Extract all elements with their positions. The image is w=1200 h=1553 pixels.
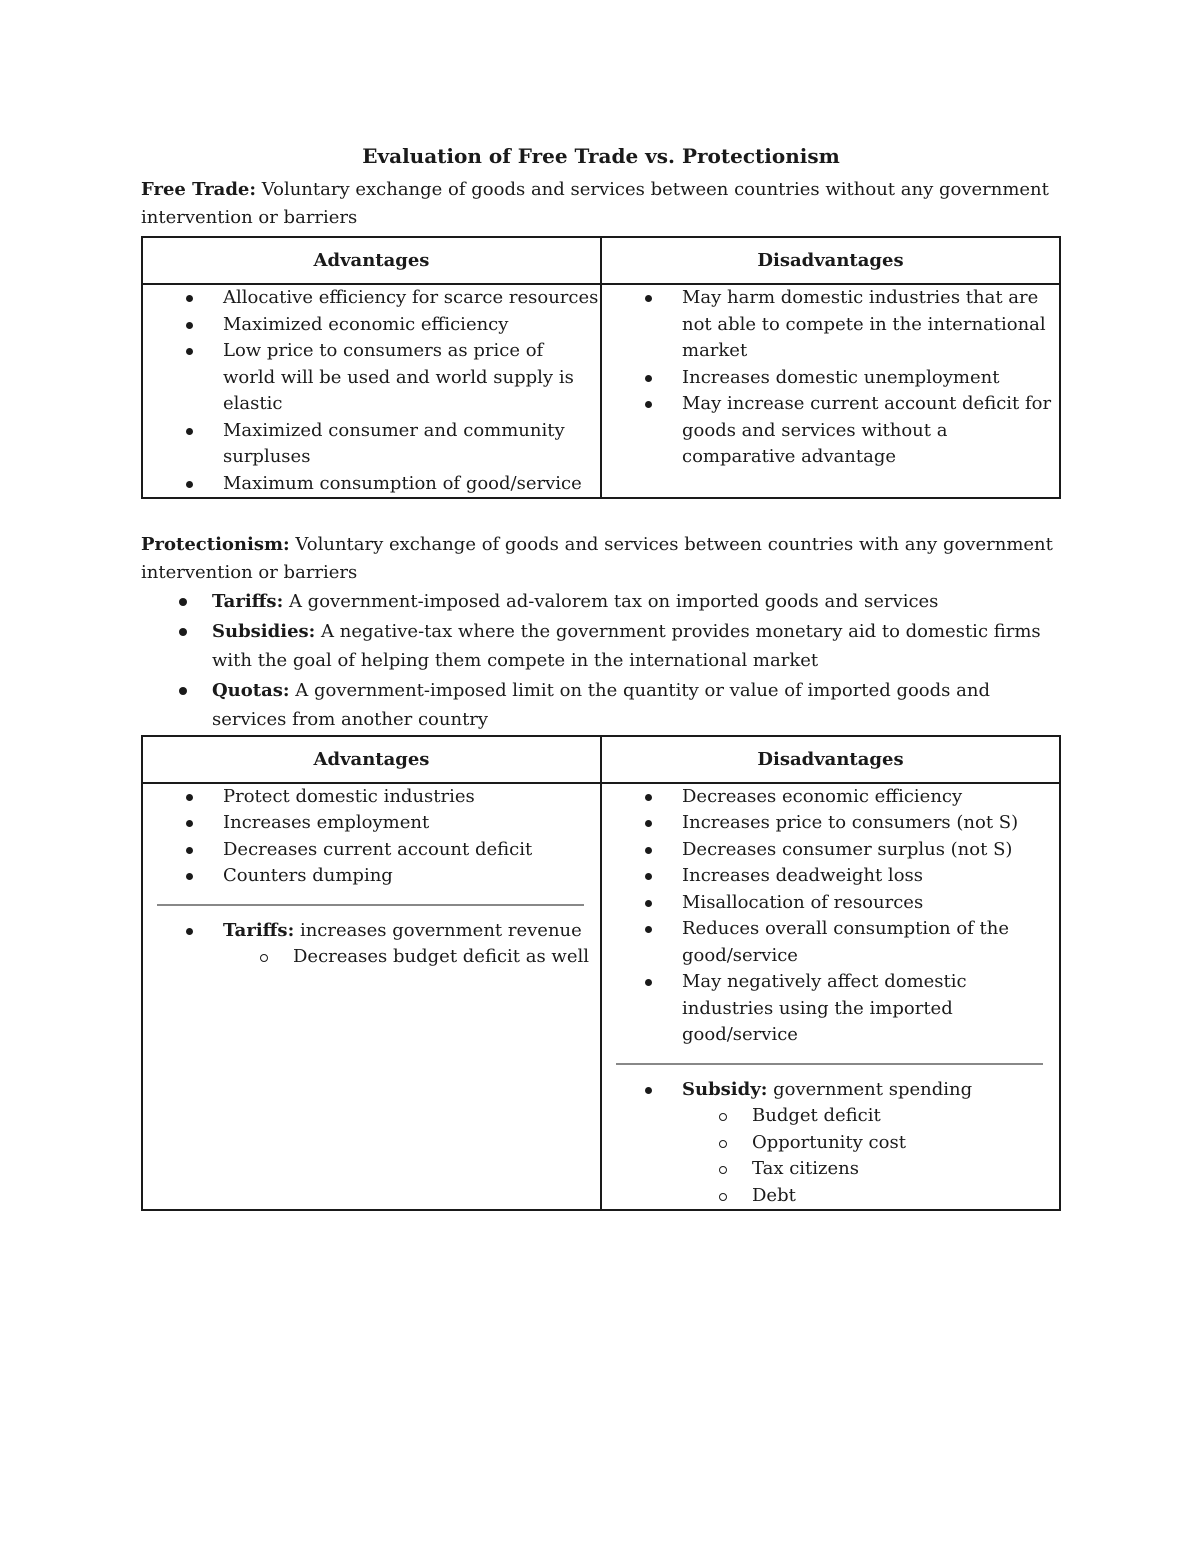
list-item: Decreases budget deficit as well [223,944,600,971]
protectionism-definition [141,531,1061,587]
list-item: May increase current account deficit for goods and services without a comparative advantage [602,391,1059,471]
protectionism-term: Protectionism: [141,534,290,555]
list-item: Increases domestic unemployment [602,365,1059,392]
list-item: Subsidies: A negative-tax where the government provides monetary aid to domestic firms with the goal of helping them compete in the international market [141,617,1061,676]
free-trade-disadvantages-cell [601,284,1060,498]
protectionism-table [141,735,1061,1212]
protectionism-advantages-header: Advantages [142,736,601,783]
list-item: Decreases consumer surplus (not S) [602,837,1059,864]
free-trade-disadvantages-header: Disadvantages [601,237,1060,284]
list-item: Reduces overall consumption of the good/service [602,916,1059,969]
list-item: Decreases current account deficit [143,837,600,864]
list-item: Decreases economic efficiency [602,784,1059,811]
free-trade-advantages-cell [142,284,601,498]
list-item: Tax citizens [682,1156,1059,1183]
free-trade-text: Voluntary exchange of goods and services between countries without any government intervention or barriers [141,179,1049,228]
protectionism-disadvantages-header: Disadvantages [601,736,1060,783]
list-item: Quotas: A government-imposed limit on the quantity or value of imported goods and services from another country [141,676,1061,735]
list-item: Opportunity cost [682,1130,1059,1157]
protectionism-types-list [141,587,1061,735]
list-item: Subsidy: government spending [602,1077,1059,1104]
list-item: Low price to consumers as price of world will be used and world supply is elastic [143,338,600,418]
list-item: Increases employment [143,810,600,837]
list-item: Misallocation of resources [602,890,1059,917]
list-item: May negatively affect domestic industries using the imported good/service [602,969,1059,1049]
protectionism-text: Voluntary exchange of goods and services between countries with any government intervention or barriers [141,534,1053,583]
list-item: Tariffs: increases government revenue [143,918,600,945]
list-item: Debt [682,1183,1059,1210]
list-item: May harm domestic industries that are not able to compete in the international market [602,285,1059,365]
list-item: Protect domestic industries [143,784,600,811]
list-item: Budget deficit [682,1103,1059,1130]
document-page [141,142,1061,1211]
free-trade-table [141,236,1061,499]
divider [616,1063,1043,1065]
list-item: Allocative efficiency for scarce resources [143,285,600,312]
list-item: Tariffs: A government-imposed ad-valorem tax on imported goods and services [141,587,1061,617]
list-item: Maximized consumer and community surpluses [143,418,600,471]
divider [157,904,584,906]
page-title: Evaluation of Free Trade vs. Protectionism [362,144,840,168]
list-item: Increases deadweight loss [602,863,1059,890]
list-item: Maximized economic efficiency [143,312,600,339]
protectionism-disadvantages-cell [601,783,1060,1211]
free-trade-advantages-header: Advantages [142,237,601,284]
free-trade-term: Free Trade: [141,179,257,200]
list-item: Counters dumping [143,863,600,890]
list-item: Increases price to consumers (not S) [602,810,1059,837]
list-item: Maximum consumption of good/service [143,471,600,498]
protectionism-advantages-cell [142,783,601,1211]
free-trade-definition [141,176,1061,232]
